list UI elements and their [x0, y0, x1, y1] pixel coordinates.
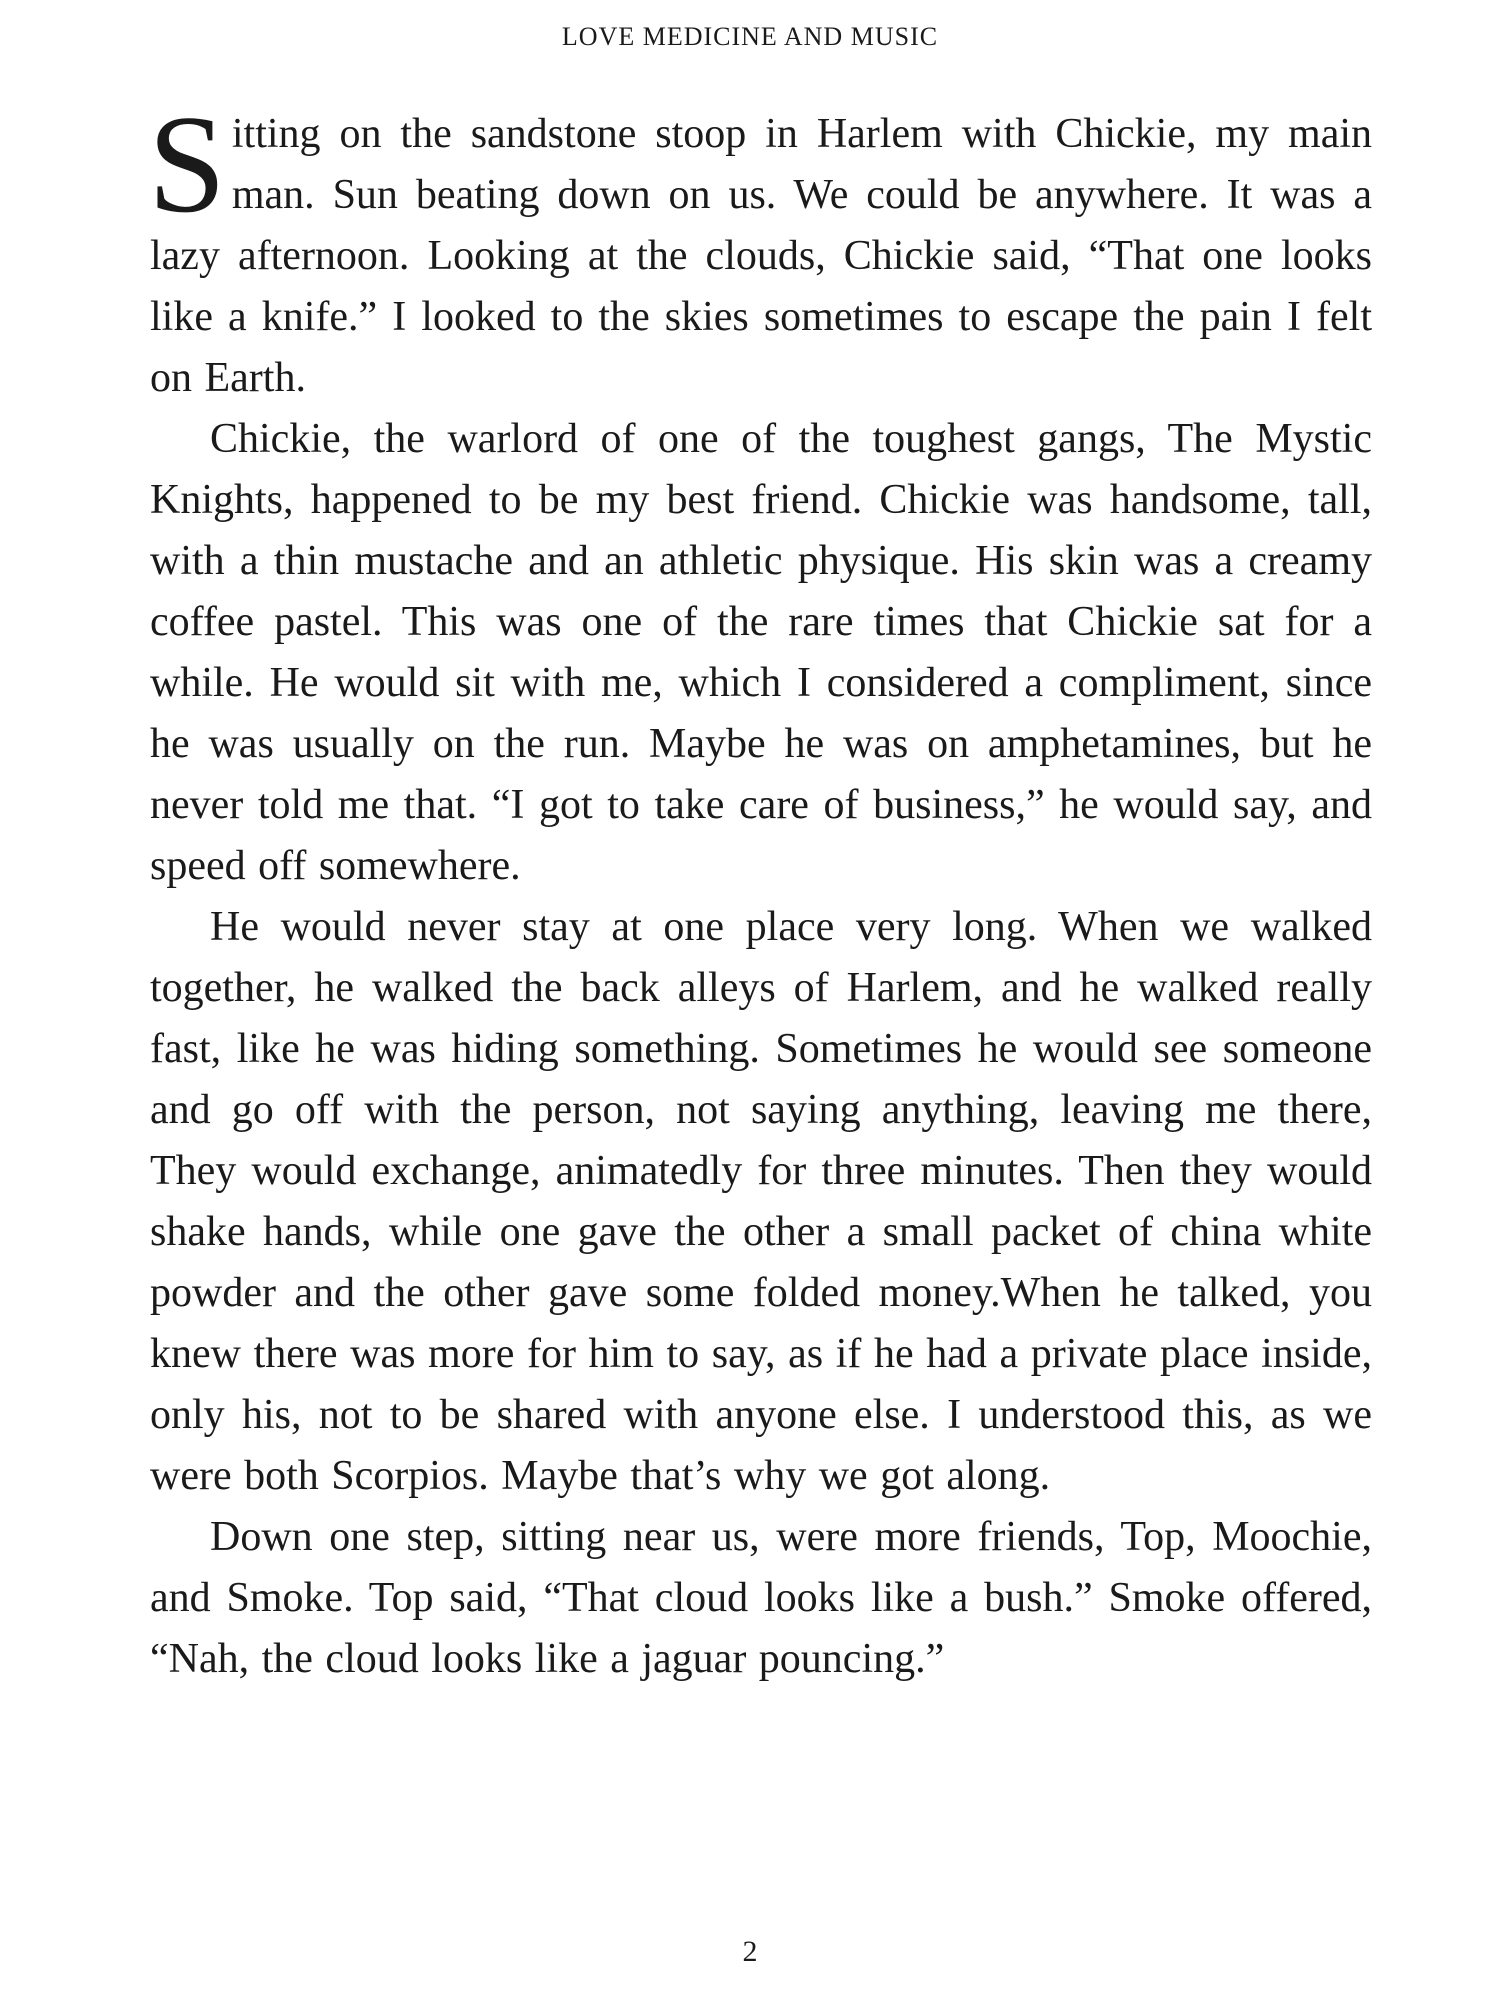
body-text [148, 87, 1372, 1690]
paragraph-1 [148, 87, 1372, 409]
paragraph-2: Chickie, the warlord of one of the toughest gangs, The Mystic Knights, happened to be my best friend. Chickie was handsome, tall, with a thin mustache and an athletic physique. His skin was a creamy coffee pastel. This was one of the rare times that Chickie sat for a while. He would sit with me, which I considered a compliment, since he was usually on the run. Maybe he was on amphetamines, but he never told me that. “I got to take care of business,” he would say, and speed off somewhere. [150, 416, 1372, 889]
paragraph-3: He would never stay at one place very long. When we walked together, he walked the back alleys of Harlem, and he walked really fast, like he was hiding something. Sometimes he would see someone and go off with the person, not saying anything, leaving me there, They would exchange, animatedly for three minutes. Then they would shake hands, while one gave the other a small packet of china white powder and the other gave some folded money.When he talked, you knew there was more for him to say, as if he had a private place inside, only his, not to be shared with anyone else. I understood this, as we were both Scorpios. Maybe that’s why we got along. [150, 904, 1372, 1499]
drop-cap: S [148, 87, 226, 242]
running-head: LOVE MEDICINE AND MUSIC [561, 22, 939, 51]
page-number: 2 [742, 1935, 758, 1968]
paragraph-1-text: itting on the sandstone stoop in Harlem with Chickie, my main man. Sun beating down on us. We could be anywhere. It was a lazy afternoon. Looking at the clouds, Chickie said, “That one looks like a knife.” I looked to the skies sometimes to escape the pain I felt on Earth. [150, 111, 1372, 401]
paragraph-4: Down one step, sitting near us, were more friends, Top, Moochie, and Smoke. Top said, “That cloud looks like a bush.” Smoke offered, “Nah, the cloud looks like a jaguar pouncing.” [150, 1514, 1372, 1682]
